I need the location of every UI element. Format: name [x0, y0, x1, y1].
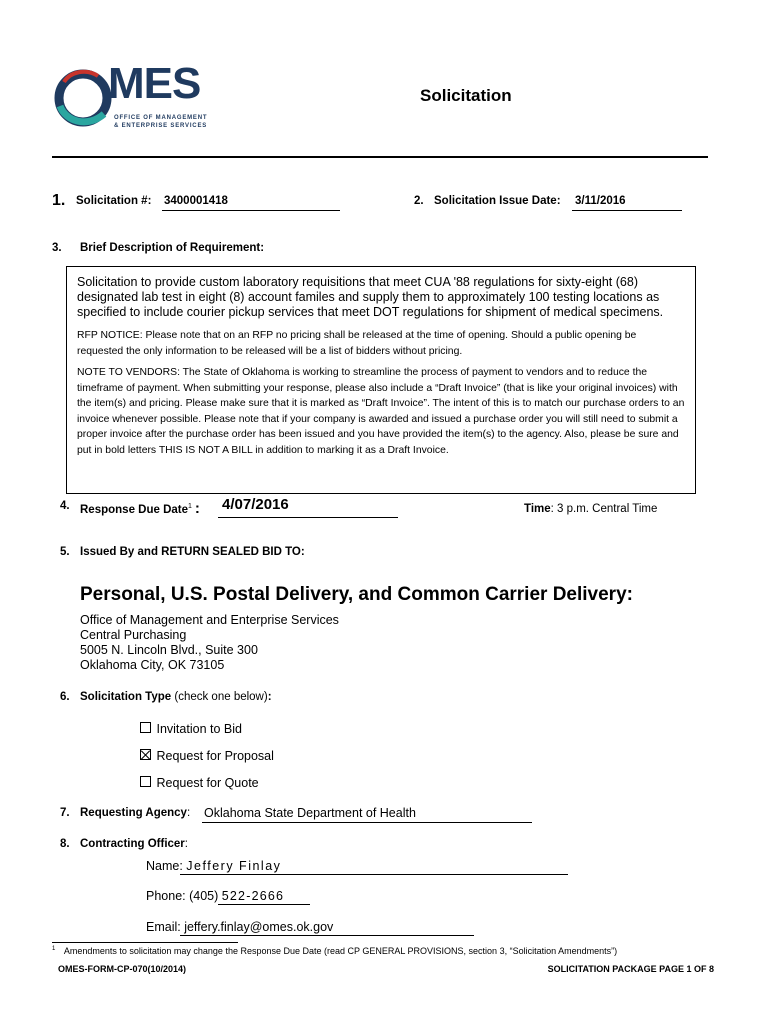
issued-by-label: Issued By and RETURN SEALED BID TO: — [80, 546, 305, 558]
option-request-for-quote[interactable] — [140, 776, 259, 790]
response-time — [524, 503, 657, 515]
address-line-3: 5005 N. Lincoln Blvd., Suite 300 — [80, 643, 258, 657]
page-indicator: SOLICITATION PACKAGE PAGE 1 OF 8 — [547, 964, 714, 974]
officer-phone-underline — [218, 904, 310, 905]
officer-phone-label: Phone: (405) — [146, 889, 222, 903]
option-invitation-to-bid[interactable] — [140, 722, 242, 736]
item-6-number: 6. — [60, 691, 70, 703]
description-box — [66, 266, 696, 494]
logo-subtitle-1: OFFICE OF MANAGEMENT — [114, 115, 208, 121]
contracting-officer-label-text: Contracting Officer — [80, 838, 185, 850]
item-1-number: 1. — [52, 192, 66, 209]
issue-date-label: Solicitation Issue Date: — [434, 195, 561, 207]
officer-name-label: Name: — [146, 859, 187, 873]
officer-email-value[interactable]: jeffery.finlay@omes.ok.gov — [184, 920, 334, 934]
requesting-agency-label — [80, 807, 190, 819]
response-due-date-value: 4/07/2016 — [222, 496, 289, 513]
solicitation-type-hint: (check one below) — [171, 691, 268, 703]
delivery-address — [80, 613, 339, 673]
item-4-number: 4. — [60, 500, 70, 512]
officer-email-label: Email: — [146, 920, 185, 934]
header-divider — [52, 156, 708, 158]
delivery-heading: Personal, U.S. Postal Delivery, and Common Carrier Delivery: — [80, 584, 633, 605]
response-due-date-label-text: Response Due Date — [80, 504, 189, 516]
omes-logo-mark-icon — [52, 62, 114, 134]
form-id: OMES-FORM-CP-070(10/2014) — [58, 964, 187, 974]
requesting-agency-label-text: Requesting Agency — [80, 807, 187, 819]
solicitation-number-value: 3400001418 — [164, 195, 228, 207]
footnote-ref: 1 — [188, 503, 192, 511]
logo-subtitle-2: & ENTERPRISE SERVICES — [114, 123, 208, 129]
officer-name-value: Jeffery Finlay — [186, 859, 282, 873]
officer-email — [146, 920, 333, 934]
solicitation-type-label — [80, 691, 272, 703]
option-label: Invitation to Bid — [156, 722, 242, 736]
requesting-agency-colon: : — [186, 807, 191, 819]
officer-name — [146, 859, 281, 873]
footnote-text: Amendments to solicitation may change the Response Due Date (read CP GENERAL PROVISIONS, section 3, “Solicitation Amendments”) — [63, 946, 618, 956]
option-request-for-proposal[interactable] — [140, 749, 274, 763]
address-line-2: Central Purchasing — [80, 628, 187, 642]
option-label: Request for Quote — [156, 776, 259, 790]
issue-date-underline — [572, 210, 682, 211]
requesting-agency-value: Oklahoma State Department of Health — [204, 806, 416, 820]
item-5-number: 5. — [60, 546, 70, 558]
officer-name-underline — [180, 874, 568, 875]
omes-logo — [52, 59, 232, 142]
solicitation-type-label-text: Solicitation Type — [80, 691, 172, 703]
option-label: Request for Proposal — [156, 749, 274, 763]
address-line-1: Office of Management and Enterprise Services — [80, 613, 339, 627]
page-title: Solicitation — [420, 86, 512, 105]
description-label: Brief Description of Requirement: — [80, 242, 265, 254]
rfp-notice: RFP NOTICE: Please note that on an RFP no pricing shall be released at the time of opening. Should a public opening be requested the only information to be released will be a list of bidders without pricing. — [77, 330, 637, 357]
footnote — [52, 946, 732, 956]
response-due-date-colon: : — [194, 500, 200, 517]
checkbox-icon[interactable] — [140, 722, 151, 733]
requesting-agency-underline — [202, 822, 532, 823]
requirement-description: Solicitation to provide custom laboratory requisitions that meet CUA '88 regulations for sixty-eight (68) designated lab test in eight (8) account familes and supply them to approximately 100 testing locations as specified to include courier pickup services that meet DOT regulations for shipment of medical specimens. — [77, 275, 664, 319]
logo-text: MES — [108, 59, 201, 108]
checkbox-icon[interactable] — [140, 776, 151, 787]
time-label: Time — [524, 503, 551, 515]
item-8-number: 8. — [60, 838, 70, 850]
vendor-note: NOTE TO VENDORS: The State of Oklahoma is working to streamline the process of payment to vendors and to reduce the timeframe of payment. When submitting your response, please also include a “Draft Invoice” (that is like your original invoices) with the item(s) and pricing. Please make sure that it is marked as “Draft Invoice”. The intent of this is to match our purchase orders to an invoice whenever possible. Please note that if your company is awarded and issued a purchase order you will still need to submit a proper invoice after the purchase order has been issued and you have provided the item(s) to the agency. Also, please be sure and put in bold letters THIS IS NOT A BILL in addition to marking it as a Draft Invoice. — [77, 367, 685, 456]
checked-checkbox-icon[interactable] — [140, 749, 151, 760]
solicitation-type-colon: : — [267, 691, 272, 703]
address-line-4: Oklahoma City, OK 73105 — [80, 658, 225, 672]
issue-date-value: 3/11/2016 — [575, 195, 626, 207]
time-value: : 3 p.m. Central Time — [550, 503, 658, 515]
officer-email-underline — [180, 935, 474, 936]
officer-phone-value: 522-2666 — [221, 889, 285, 903]
solicitation-number-label: Solicitation #: — [76, 195, 152, 207]
contracting-officer-label — [80, 838, 188, 850]
contracting-officer-colon: : — [184, 838, 188, 850]
item-3-number: 3. — [52, 242, 62, 254]
response-due-date-label — [80, 500, 200, 517]
item-2-number: 2. — [414, 195, 424, 207]
solicitation-number-underline — [162, 210, 340, 211]
officer-phone — [146, 889, 284, 903]
response-due-date-underline — [218, 517, 398, 518]
footnote-rule — [52, 942, 238, 943]
item-7-number: 7. — [60, 807, 70, 819]
footnote-mark: 1 — [52, 946, 56, 952]
